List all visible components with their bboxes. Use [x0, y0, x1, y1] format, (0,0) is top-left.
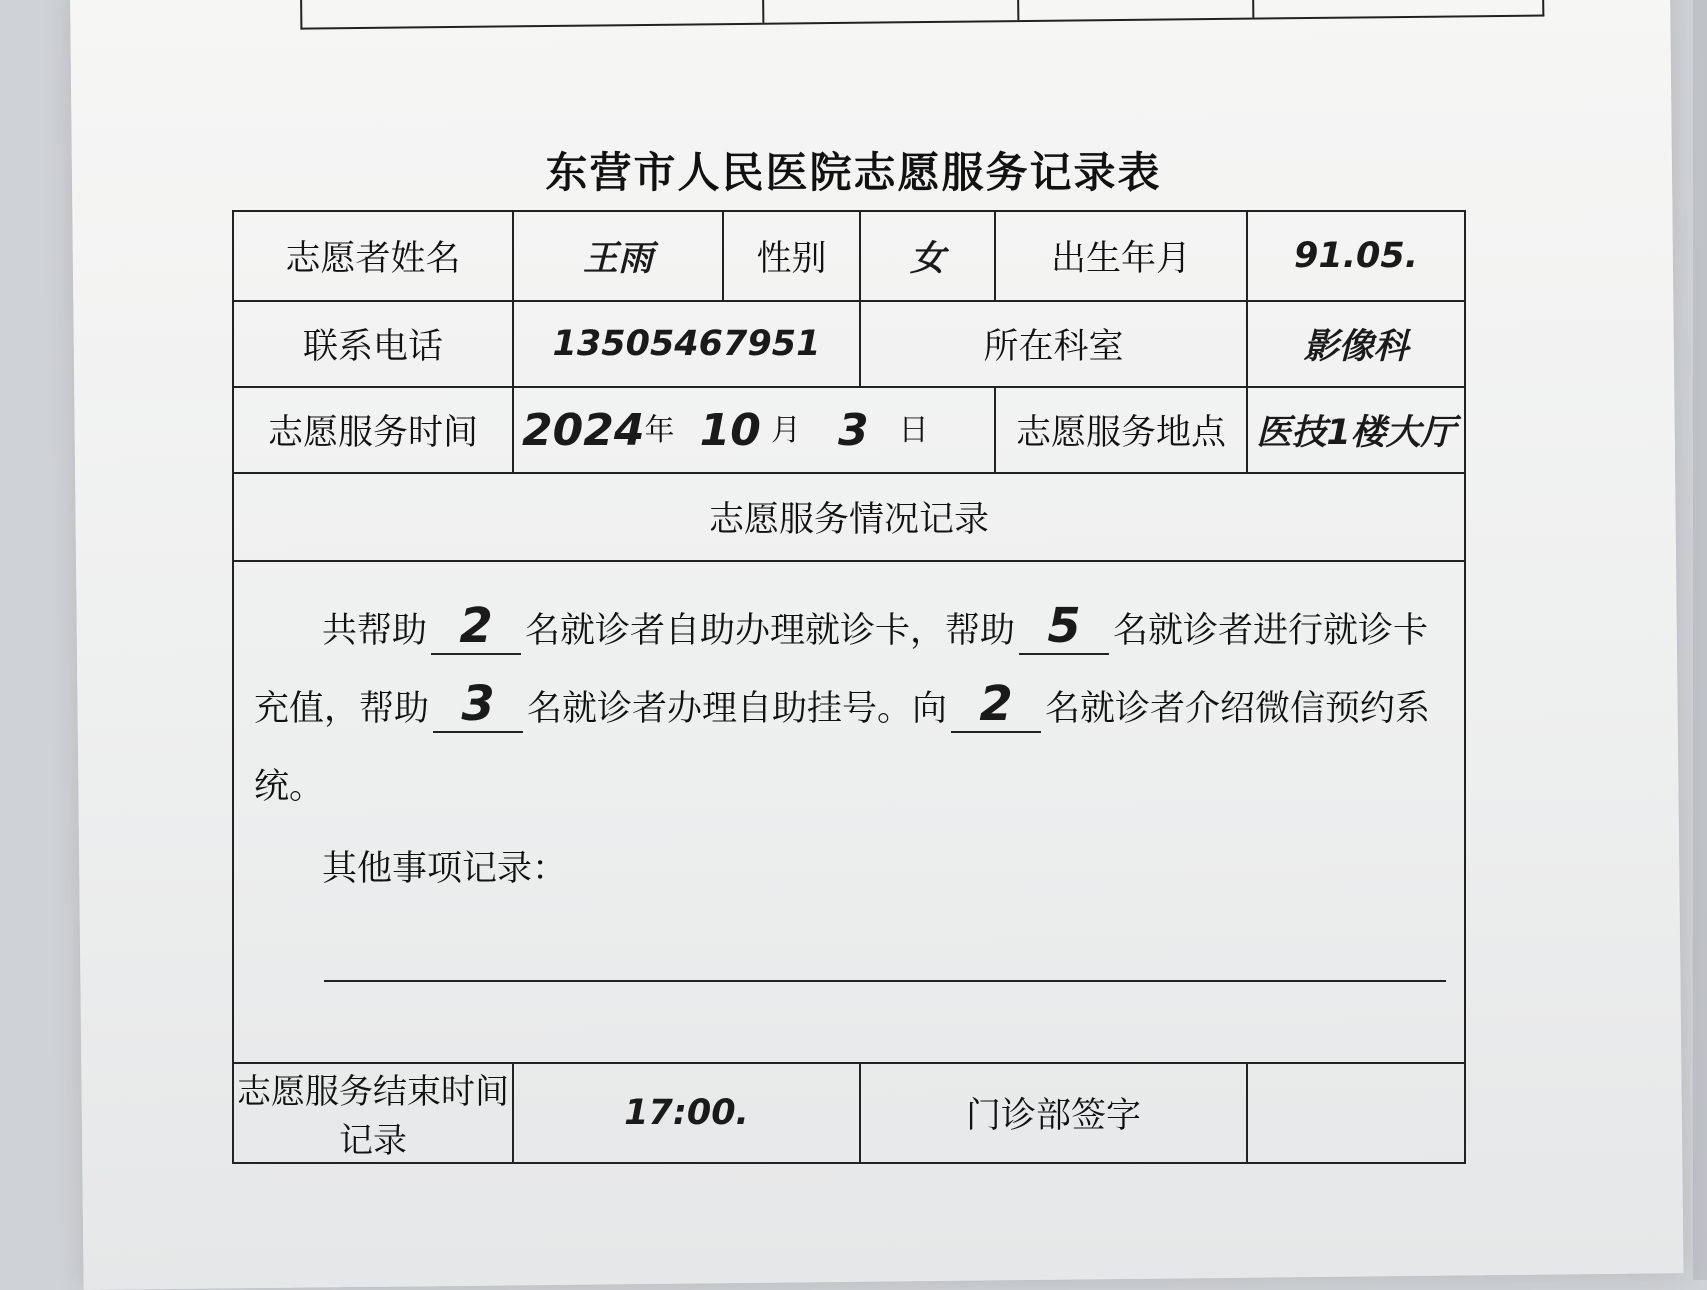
phone-value: 13505467951 — [513, 301, 860, 387]
gender-label: 性别 — [723, 211, 860, 301]
record-narrative — [233, 561, 1465, 1063]
birth-value: 91.05. — [1247, 211, 1465, 301]
blank-1 — [431, 598, 521, 655]
dept-value: 影像科 — [1247, 301, 1465, 387]
blank-2 — [1019, 598, 1109, 655]
name-label: 志愿者姓名 — [233, 211, 513, 301]
narr-text-5: 名就诊者介绍微信预约系统。 — [254, 689, 1431, 807]
blank-3-value: 3 — [461, 676, 495, 732]
year-unit: 年 — [644, 412, 675, 448]
end-time-label: 志愿服务结束时间记录 — [233, 1063, 513, 1163]
other-items-label: 其他事项记录： — [322, 849, 568, 889]
previous-form-fragment — [300, 0, 1545, 30]
narr-text-3: 名就诊者进行就诊卡充值，帮助 — [254, 611, 1429, 729]
sign-label: 门诊部签字 — [860, 1063, 1247, 1163]
row-phone — [233, 301, 1465, 387]
other-items-line-1 — [324, 980, 1446, 982]
narr-text-4: 名就诊者办理自助挂号。向 — [527, 689, 948, 729]
service-date — [513, 387, 995, 473]
gender-value: 女 — [860, 211, 995, 301]
day-value: 3 — [837, 404, 869, 456]
blank-4-value: 2 — [979, 676, 1013, 732]
row-record-header — [233, 473, 1465, 561]
place-value: 医技1楼大厅 — [1247, 387, 1465, 473]
blank-4 — [951, 676, 1041, 733]
service-time-label: 志愿服务时间 — [233, 387, 513, 473]
day-unit: 日 — [898, 412, 929, 448]
name-value: 王雨 — [513, 211, 723, 301]
blank-1-value: 2 — [459, 598, 493, 654]
volunteer-record-form — [232, 210, 1466, 1164]
record-header: 志愿服务情况记录 — [233, 473, 1465, 561]
month-value: 10 — [699, 404, 761, 456]
phone-label: 联系电话 — [233, 301, 513, 387]
month-unit: 月 — [770, 412, 801, 448]
form-title: 东营市人民医院志愿服务记录表 — [545, 148, 1162, 197]
dept-label: 所在科室 — [860, 301, 1247, 387]
row-name — [233, 211, 1465, 301]
blank-3 — [433, 676, 523, 733]
row-footer — [233, 1063, 1465, 1163]
birth-label: 出生年月 — [995, 211, 1247, 301]
year-value: 2024 — [522, 404, 645, 456]
sign-value — [1247, 1063, 1465, 1163]
narr-text-1: 共帮助 — [322, 611, 428, 651]
row-record-body — [233, 561, 1465, 1063]
place-label: 志愿服务地点 — [995, 387, 1247, 473]
end-time-value: 17:00. — [513, 1063, 860, 1163]
narr-text-2: 名就诊者自助办理就诊卡，帮助 — [525, 611, 1016, 651]
blank-2-value: 5 — [1047, 598, 1081, 654]
row-service-time — [233, 387, 1465, 473]
